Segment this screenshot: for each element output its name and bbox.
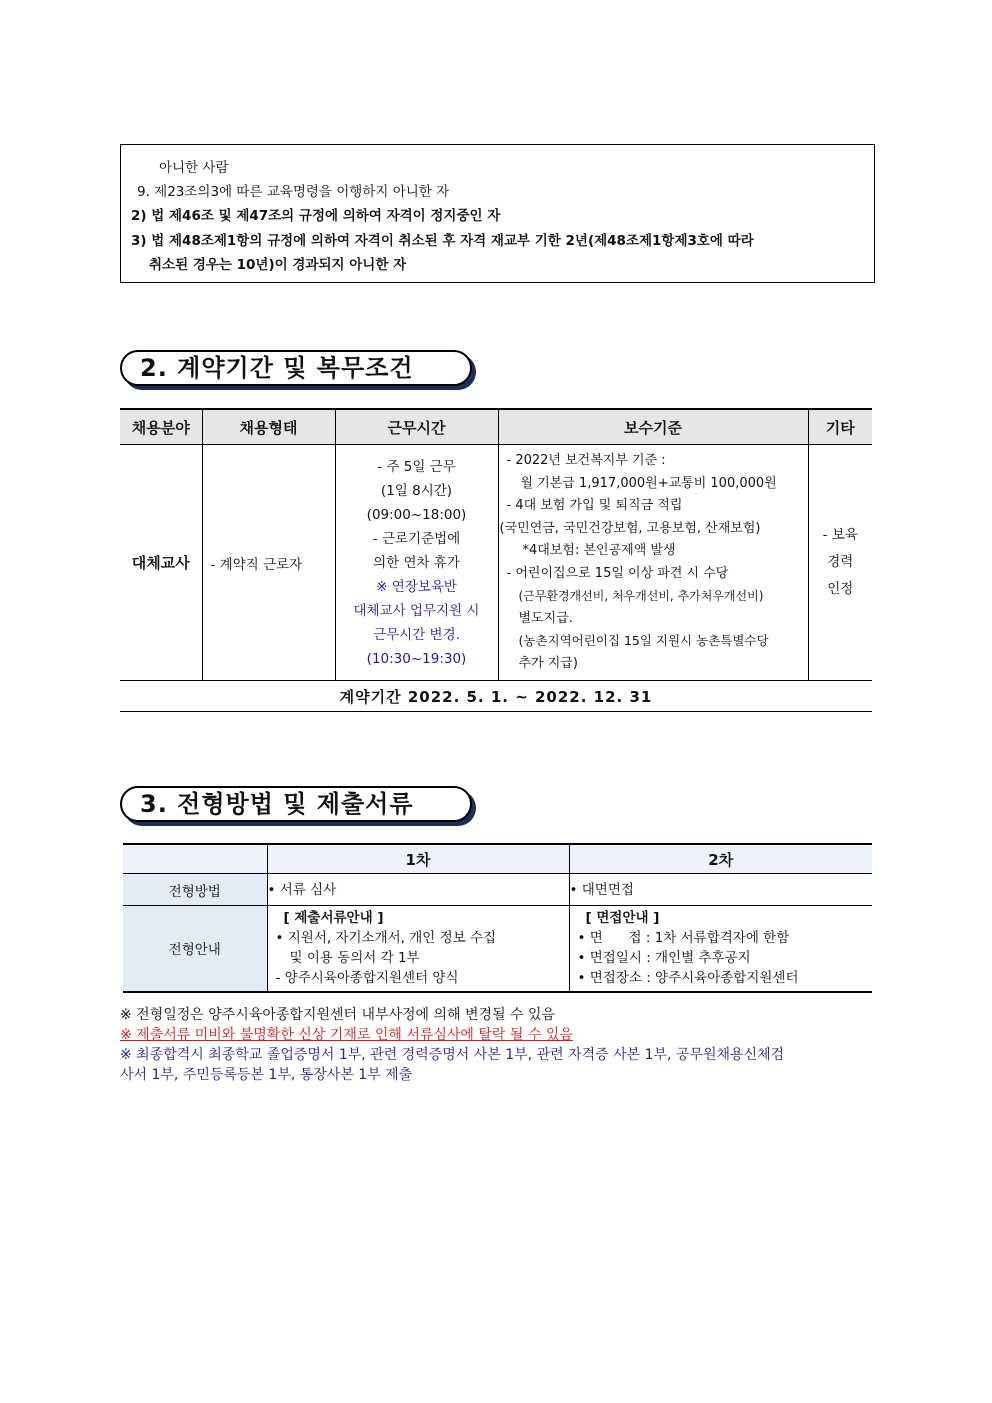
- section-3-title: 3. 전형방법 및 제출서류: [120, 786, 472, 822]
- method-second: • 대면면접: [569, 874, 872, 906]
- section-2-title: 2. 계약기간 및 복무조건: [120, 350, 472, 386]
- guide-first: [267, 906, 569, 992]
- guide-line: - 양주시육아종합지원센터 양식: [275, 970, 459, 987]
- note-final-docs-2: 사서 1부, 주민등록등본 1부, 통장사본 1부 제출: [120, 1067, 413, 1083]
- guide-second: [569, 906, 872, 992]
- hours-line: - 주 5일 근무: [377, 458, 456, 475]
- header-pay: 보수기준: [498, 409, 808, 445]
- guide-line: • 지원서, 자기소개서, 개인 정보 수집: [275, 930, 497, 947]
- hours-note-line: ※ 연장보육반: [376, 578, 457, 595]
- pay-line: (국민연금, 국민건강보험, 고용보험, 산재보험): [499, 520, 761, 536]
- etc-cell: [808, 445, 872, 681]
- guide-line: [ 제출서류안내 ]: [283, 910, 384, 927]
- pay-line: 월 기본급 1,917,000원+교통비 100,000원: [520, 475, 777, 491]
- hours-line: 의한 연차 휴가: [373, 554, 460, 571]
- guide-line: [ 면접안내 ]: [585, 910, 660, 927]
- box-line-3: 2) 법 제46조 및 제47조의 규정에 의하여 자격이 정지중인 자: [131, 208, 501, 224]
- hours-line: (1일 8시간): [380, 482, 453, 499]
- header-second-round: 2차: [569, 844, 872, 874]
- guide-line: • 면접장소 : 양주시육아종합지원센터: [577, 970, 799, 987]
- contract-table: [120, 408, 872, 712]
- guide-line: • 면접일시 : 개인별 추후공지: [577, 950, 751, 967]
- row-guide-label: 전형안내: [123, 906, 267, 992]
- etc-line: 경력: [827, 554, 854, 570]
- hours-line: (09:00~18:00): [366, 506, 467, 523]
- pay-line: - 어린이집으로 15일 이상 파견 시 수당: [506, 565, 729, 581]
- etc-line: - 보육: [822, 527, 858, 543]
- pay-line: 추가 지급): [518, 655, 578, 671]
- hours-note-line: 대체교사 업무지원 시: [353, 602, 480, 619]
- field-cell: 대체교사: [120, 445, 202, 681]
- box-line-1: 아니한 사람: [159, 160, 229, 176]
- box-line-4: 3) 법 제48조제1항의 규정에 의하여 자격이 취소된 후 자격 재교부 기한 2년(제48조제1항제3호에 따라: [131, 233, 754, 249]
- hours-note-line: 근무시간 변경.: [373, 626, 460, 643]
- header-hours: 근무시간: [335, 409, 498, 445]
- guide-line: 및 이용 동의서 각 1부: [289, 950, 420, 967]
- header-type: 채용형태: [202, 409, 335, 445]
- pay-line: - 2022년 보건복지부 기준 :: [506, 453, 666, 468]
- hours-cell: [335, 445, 498, 681]
- selection-table: [123, 843, 872, 993]
- contract-period: 계약기간 2022. 5. 1. ~ 2022. 12. 31: [120, 681, 872, 712]
- pay-line: *4대보험: 본인공제액 발생: [522, 543, 676, 558]
- note-schedule: ※ 전형일정은 양주시육아종합지원센터 내부사정에 의해 변경될 수 있음: [120, 1007, 556, 1023]
- guide-line: • 면 접 : 1차 서류합격자에 한함: [577, 930, 790, 947]
- eligibility-box: [120, 144, 875, 283]
- pay-line: (농촌지역어린이집 15일 지원시 농촌특별수당: [518, 633, 769, 648]
- box-line-5: 취소된 경우는 10년)이 경과되지 아니한 자: [149, 257, 407, 273]
- etc-line: 인정: [827, 581, 854, 597]
- box-line-2: 9. 제23조의3에 따른 교육명령을 이행하지 아니한 자: [137, 184, 450, 200]
- pay-line: - 4대 보험 가입 및 퇴직금 적립: [506, 498, 683, 513]
- note-final-docs-1: ※ 최종합격시 최종학교 졸업증명서 1부, 관련 경력증명서 사본 1부, 관련 자격증 사본 1부, 공무원채용신체검: [120, 1047, 785, 1063]
- header-field: 채용분야: [120, 409, 202, 445]
- pay-line: (근무환경개선비, 처우개선비, 추가처우개선비): [518, 589, 764, 603]
- row-method-label: 전형방법: [123, 874, 267, 906]
- note-warning: ※ 제출서류 미비와 불명확한 신상 기재로 인해 서류심사에 탈락 될 수 있음: [120, 1027, 573, 1043]
- hours-line: - 근로기준법에: [372, 530, 461, 547]
- header-first-round: 1차: [267, 844, 569, 874]
- method-first: • 서류 심사: [267, 874, 569, 906]
- pay-cell: [498, 445, 808, 681]
- employment-type-cell: - 계약직 근로자: [202, 445, 335, 681]
- hours-note-line: (10:30~19:30): [366, 650, 467, 667]
- header-etc: 기타: [808, 409, 872, 445]
- pay-line: 별도지급.: [518, 610, 573, 626]
- header-blank: [123, 844, 267, 874]
